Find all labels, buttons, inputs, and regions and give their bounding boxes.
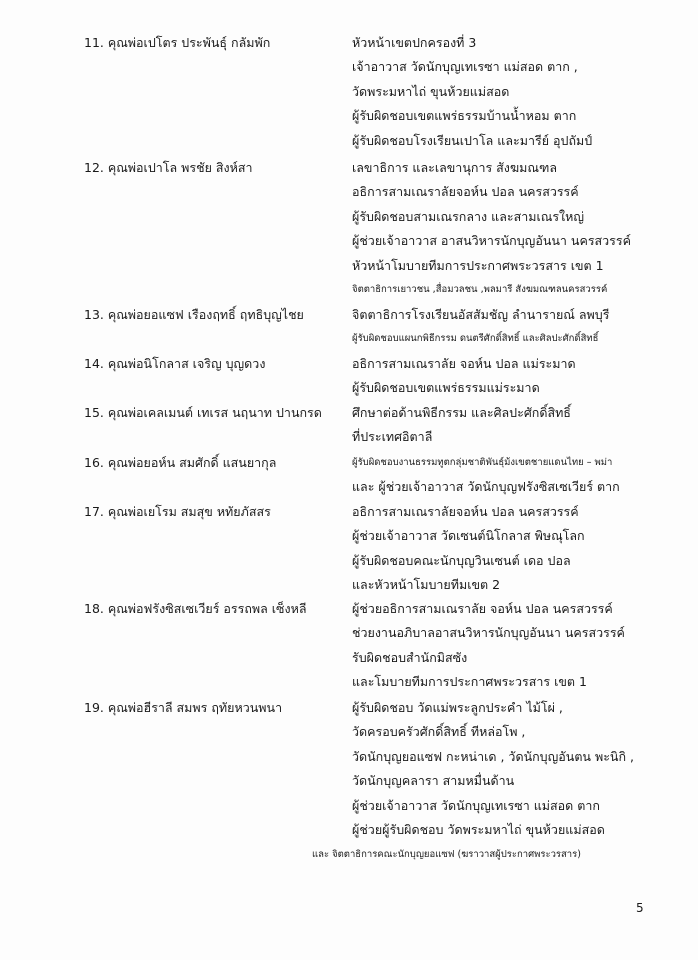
duty-line: ผู้รับผิดชอบคณะนักบุญวินเซนต์ เดอ ปอล <box>352 552 571 568</box>
duties-list <box>352 500 682 598</box>
duty-line: จิตตาธิการเยาวชน ,สื่อมวลชน ,พลมารี สังฆมณฑลนครสวรรค์ <box>352 283 608 295</box>
duty-line: หัวหน้าเขตปกครองที่ 3 <box>352 35 477 50</box>
duty-line: อธิการสามเณราลัยจอห์น ปอล นครสวรรค์ <box>352 504 579 519</box>
duty-line: วัดครอบครัวศักดิ์สิทธิ์ ทีหล่อโพ , <box>352 724 526 740</box>
duty-line: ที่ประเทศอิตาลี <box>352 429 433 445</box>
priest-name: 12. คุณพ่อเปาโล พรชัย สิงห์สา <box>84 160 253 175</box>
duty-line: และ ผู้ช่วยเจ้าอาวาส วัดนักบุญฟรังซิสเซเวียร์ ตาก <box>352 479 620 495</box>
duty-line: รับผิดชอบสำนักมิสซัง <box>352 649 468 665</box>
duty-line: ผู้รับผิดชอบโรงเรียนเปาโล และมารีย์ อุปถัมป์ <box>352 132 593 148</box>
duties-list <box>352 696 682 842</box>
duty-line: วัดนักบุญยอแซฟ กะหน่าเด , วัดนักบุญอันตน พะนิกิ , <box>352 748 634 764</box>
duty-line: ผู้ช่วยเจ้าอาวาส อาสนวิหารนักบุญอันนา นครสวรรค์ <box>352 233 631 249</box>
duty-line: ผู้รับผิดชอบเขตแพร่ธรรมบ้านน้ำหอม ตาก <box>352 108 577 124</box>
duties-list <box>352 156 682 302</box>
priest-name: 15. คุณพ่อเคลเมนต์ เทเรส นฤนาท ปานกรด <box>84 405 322 420</box>
duty-line: ผู้รับผิดชอบเขตแพร่ธรรมแม่ระมาด <box>352 380 540 396</box>
page-number: 5 <box>636 901 644 915</box>
duties-list <box>352 31 682 153</box>
duty-line: วัดพระมหาไถ่ ขุนห้วยแม่สอด <box>352 83 510 99</box>
duties-list <box>352 451 682 500</box>
priest-name: 13. คุณพ่อยอแซฟ เรืองฤทธิ์ ฤทธิบุญไชย <box>84 307 304 322</box>
priest-name: 19. คุณพ่อฮีราลี สมพร ฤทัยหวนพนา <box>84 700 283 715</box>
duty-line: หัวหน้าโมบายทีมการประกาศพระวรสาร เขต 1 <box>352 257 604 273</box>
priest-name: 11. คุณพ่อเปโตร ประพันธุ์ กลัมพัก <box>84 35 271 50</box>
duty-line: ผู้ช่วยอธิการสามเณราลัย จอห์น ปอล นครสวรรค์ <box>352 601 613 616</box>
duty-line: วัดนักบุญคลารา สามหมื่นด้าน <box>352 773 515 789</box>
duty-line: และหัวหน้าโมบายทีมเขต 2 <box>352 577 501 593</box>
duty-line: เลขาธิการ และเลขานุการ สังฆมณฑล <box>352 160 558 175</box>
duty-line: ผู้รับผิดชอบแผนกพิธีกรรม ดนตรีศักดิ์สิทธิ์ และศิลปะศักดิ์สิทธิ์ <box>352 333 599 345</box>
duty-line: ผู้ช่วยผู้รับผิดชอบ วัดพระมหาไถ่ ขุนห้วยแม่สอด <box>352 821 605 837</box>
duty-line: ผู้ช่วยเจ้าอาวาส วัดนักบุญเทเรซา แม่สอด ตาก <box>352 797 600 813</box>
footnote: และ จิตตาธิการคณะนักบุญยอแซฟ (ฆราวาสผู้ประกาศพระวรสาร) <box>312 849 581 860</box>
duties-list <box>352 401 682 450</box>
duties-list <box>352 352 682 401</box>
priest-name: 17. คุณพ่อเยโรม สมสุข หทัยภัสสร <box>84 504 271 519</box>
duty-line: จิตตาธิการโรงเรียนอัสสัมชัญ ลำนารายณ์ ลพบุรี <box>352 307 610 322</box>
duty-line: ผู้รับผิดชอบ วัดแม่พระลูกประคำ ไม้โผ่ , <box>352 700 563 715</box>
duties-list <box>352 303 682 352</box>
duty-line: ผู้รับผิดชอบงานธรรมทูตกลุ่มชาติพันธุ์ม้งเขตชายแดนไทย – พม่า <box>352 457 613 468</box>
priest-name: 18. คุณพ่อฟรังซิสเซเวียร์ อรรถพล เซ็งหลี <box>84 601 307 616</box>
duty-line: ผู้รับผิดชอบสามเณรกลาง และสามเณรใหญ่ <box>352 208 585 224</box>
duty-line: ผู้ช่วยเจ้าอาวาส วัดเซนต์นิโกลาส พิษณุโลก <box>352 528 585 544</box>
duties-list <box>352 597 682 695</box>
priest-name: 14. คุณพ่อนิโกลาส เจริญ บุญดวง <box>84 356 266 371</box>
priest-name: 16. คุณพ่อยอห์น สมศักดิ์ แสนยากุล <box>84 455 277 470</box>
duty-line: และโมบายทีมการประกาศพระวรสาร เขต 1 <box>352 674 587 690</box>
duty-line: เจ้าอาวาส วัดนักบุญเทเรซา แม่สอด ตาก , <box>352 59 578 75</box>
duty-line: อธิการสามเณราลัยจอห์น ปอล นครสวรรค์ <box>352 184 579 200</box>
duty-line: ช่วยงานอภิบาลอาสนวิหารนักบุญอันนา นครสวรรค์ <box>352 625 625 641</box>
duty-line: ศึกษาต่อด้านพิธีกรรม และศิลปะศักดิ์สิทธิ์ <box>352 405 571 420</box>
duty-line: อธิการสามเณราลัย จอห์น ปอล แม่ระมาด <box>352 356 576 371</box>
